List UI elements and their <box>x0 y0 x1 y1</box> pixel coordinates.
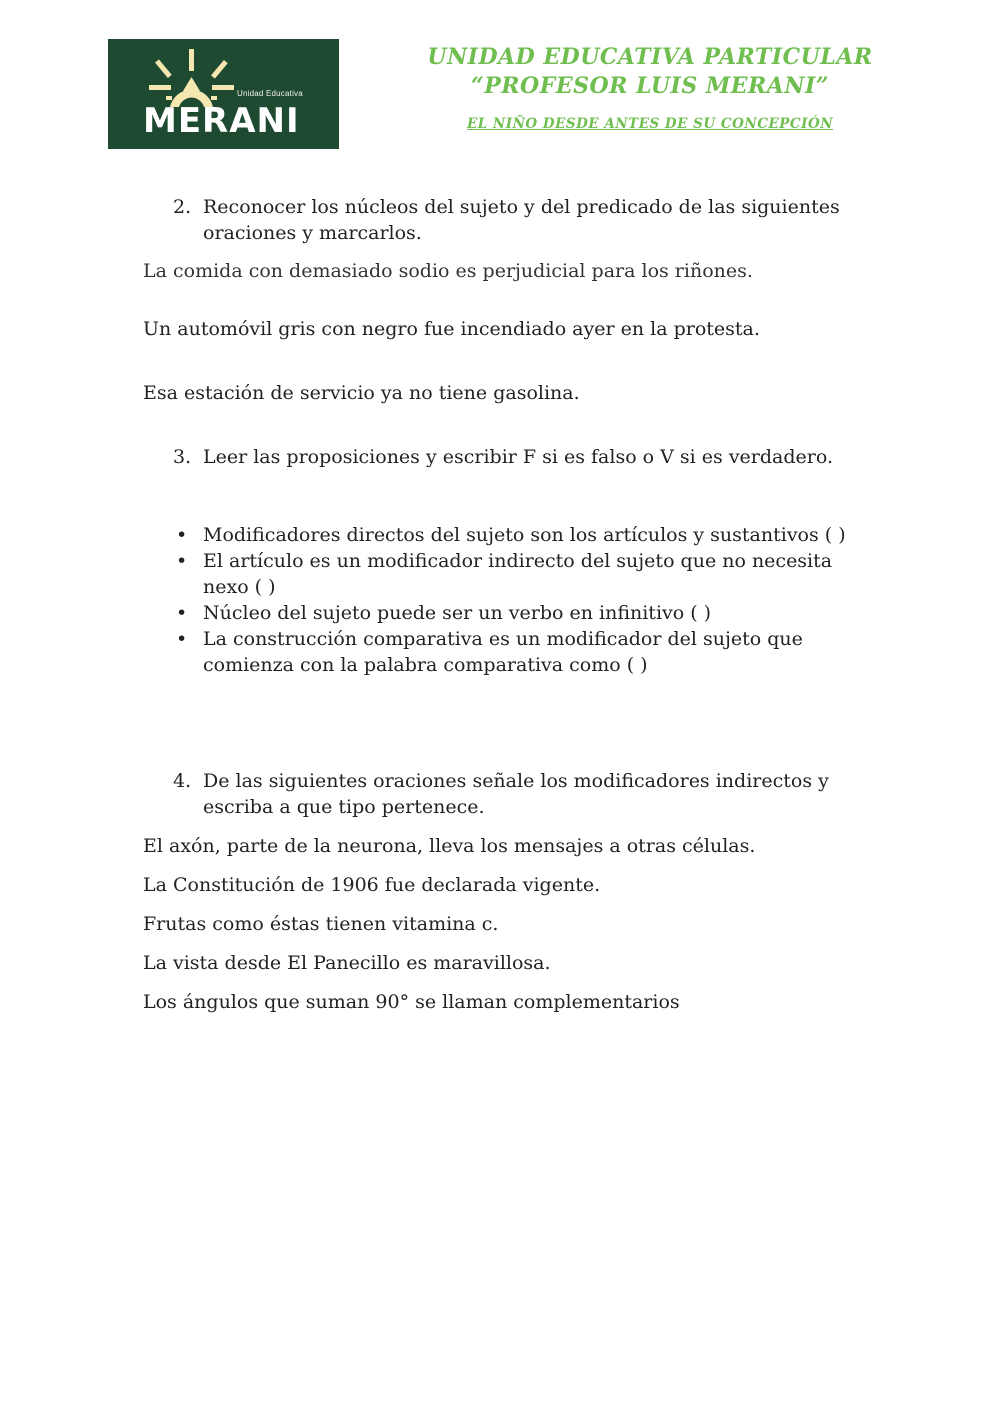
question-2 <box>143 194 883 246</box>
bullet-icon: • <box>176 628 188 650</box>
logo-wordmark: MERANI <box>143 101 300 141</box>
statement-text: Modificadores directos del sujeto son los artículos y sustantivos ( ) <box>203 524 846 546</box>
question-3 <box>143 444 883 470</box>
true-false-list <box>143 522 883 678</box>
question-text: De las siguientes oraciones señale los modificadores indirectos y escriba a que tipo pertenece. <box>203 770 829 818</box>
question-number: 4. <box>173 770 192 792</box>
bullet-icon: • <box>176 602 188 624</box>
bullet-icon: • <box>176 550 188 572</box>
list-item <box>143 600 883 626</box>
sentence: Un automóvil gris con negro fue incendiado ayer en la protesta. <box>143 318 760 340</box>
sentence: La comida con demasiado sodio es perjudicial para los riñones. <box>143 260 753 282</box>
sentence: El axón, parte de la neurona, lleva los mensajes a otras células. <box>143 835 756 857</box>
question-text: Reconocer los núcleos del sujeto y del predicado de las siguientes oraciones y marcarlos. <box>203 196 840 244</box>
question-number: 2. <box>173 196 192 218</box>
school-motto: EL NIÑO DESDE ANTES DE SU CONCEPCIÓN <box>466 116 834 132</box>
list-item <box>143 626 883 678</box>
school-logo <box>108 39 339 149</box>
school-name-line2: “PROFESOR LUIS MERANI” <box>471 73 829 99</box>
logo-caption: Unidad Educativa <box>237 89 303 98</box>
sentence: Los ángulos que suman 90° se llaman complementarios <box>143 991 680 1013</box>
question-number: 3. <box>173 446 192 468</box>
question-4 <box>143 768 883 820</box>
statement-text: El artículo es un modificador indirecto del sujeto que no necesita nexo ( ) <box>203 550 833 598</box>
sentence: Frutas como éstas tienen vitamina c. <box>143 913 499 935</box>
sentence: La Constitución de 1906 fue declarada vigente. <box>143 874 601 896</box>
statement-text: La construcción comparativa es un modificador del sujeto que comienza con la palabra comparativa como ( ) <box>203 628 803 676</box>
worksheet-content <box>143 190 883 1015</box>
statement-text: Núcleo del sujeto puede ser un verbo en infinitivo ( ) <box>203 602 712 624</box>
list-item <box>143 522 883 548</box>
sentence: La vista desde El Panecillo es maravillosa. <box>143 952 551 974</box>
bullet-icon: • <box>176 524 188 546</box>
question-text: Leer las proposiciones y escribir F si es falso o V si es verdadero. <box>203 446 834 468</box>
sentence: Esa estación de servicio ya no tiene gasolina. <box>143 382 580 404</box>
school-name-line1: UNIDAD EDUCATIVA PARTICULAR <box>427 44 873 70</box>
list-item <box>143 548 883 600</box>
